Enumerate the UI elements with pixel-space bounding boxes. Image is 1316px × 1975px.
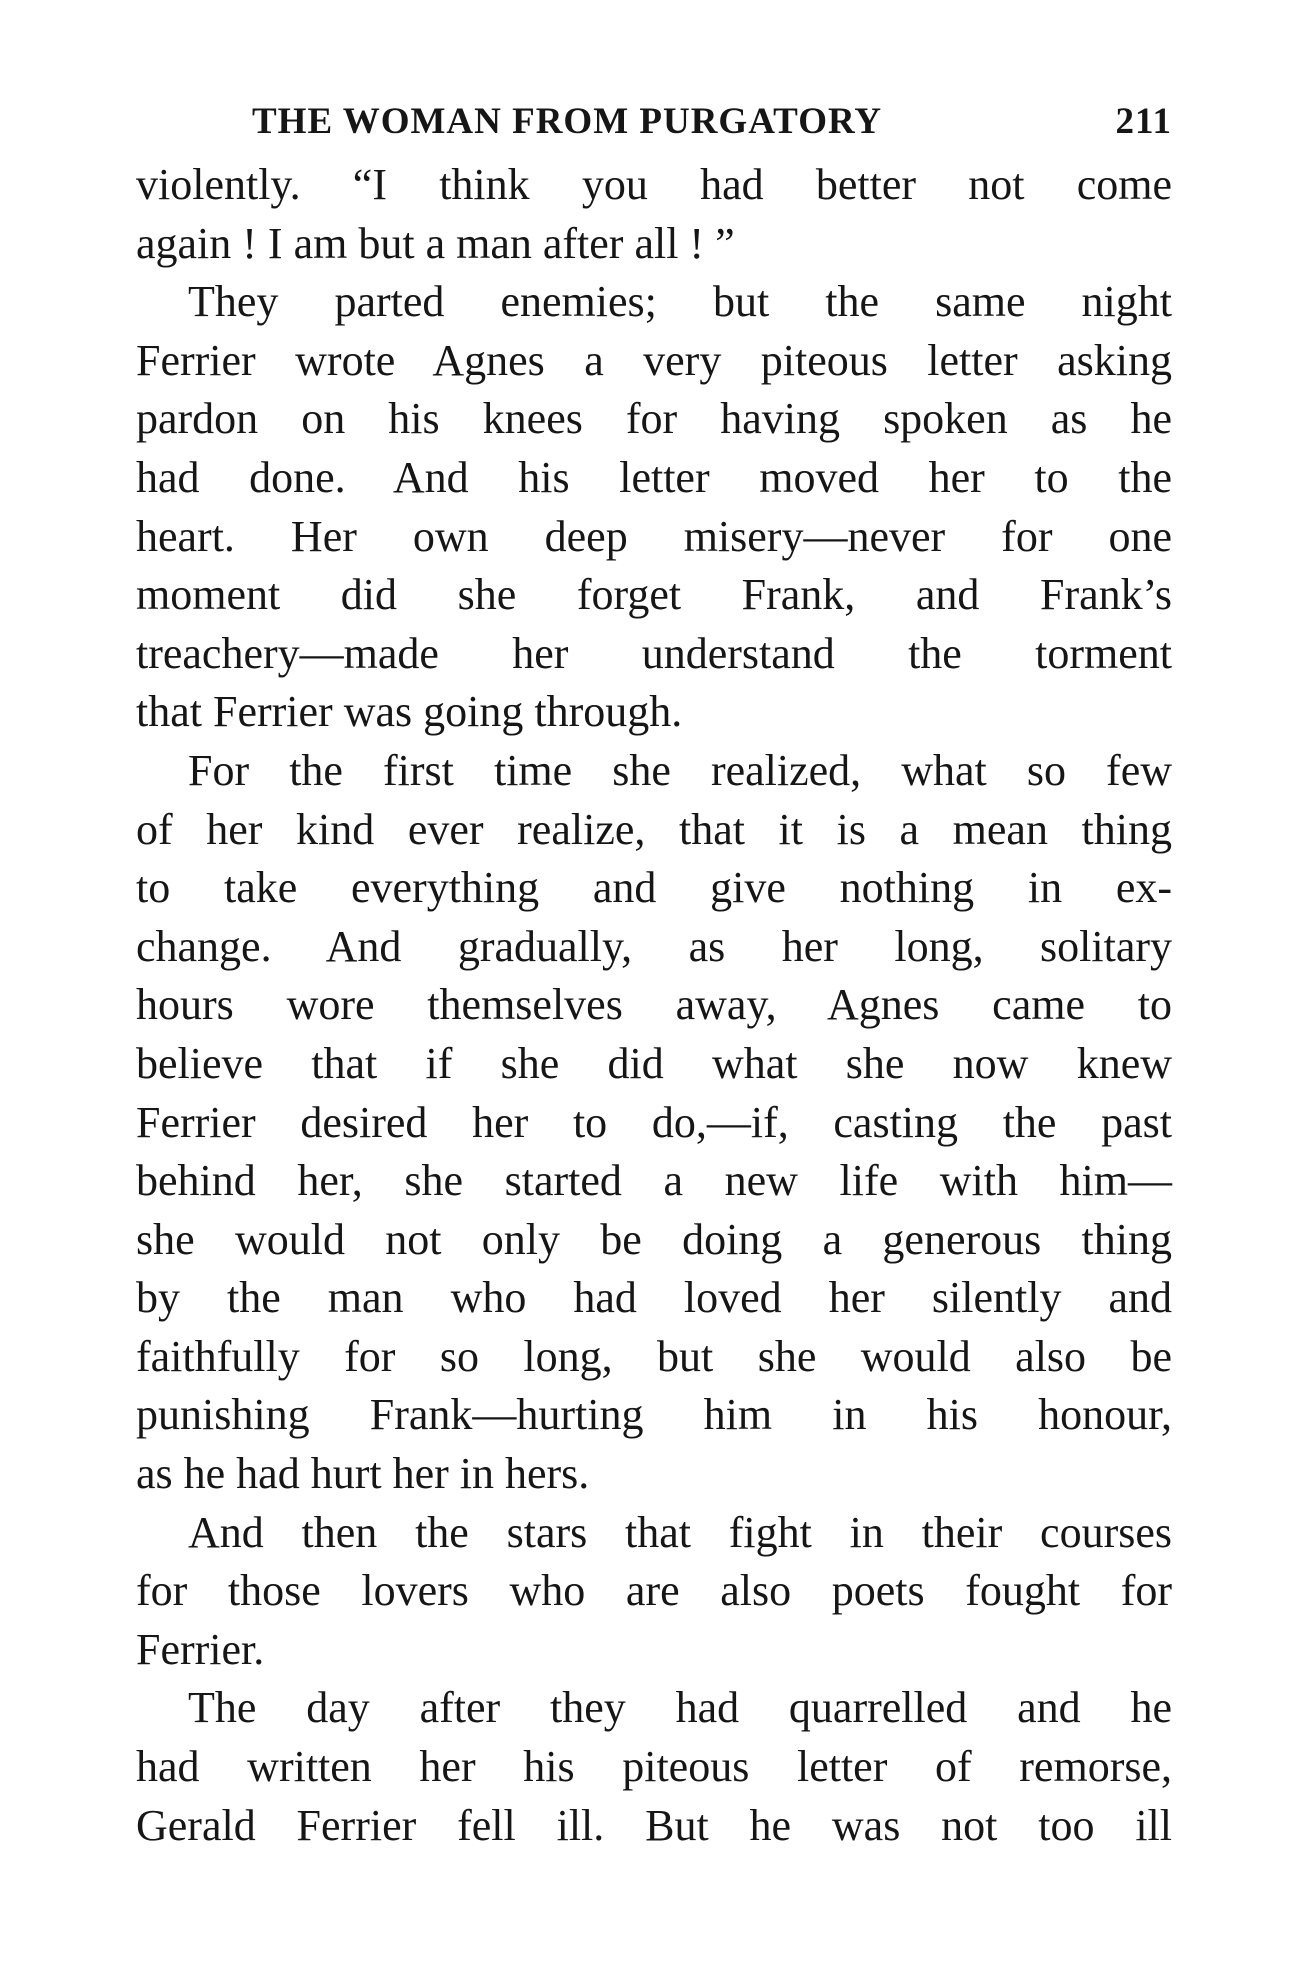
text-line: heart. Her own deep misery—never for one (136, 511, 1172, 561)
text-line: punishing Frank—hurting him in his honour, (136, 1390, 1172, 1440)
text-line: Ferrier wrote Agnes a very piteous letter asking (136, 335, 1172, 385)
text-line: of her kind ever realize, that it is a mean thing (136, 804, 1172, 854)
text-line: behind her, she started a new life with him— (136, 1156, 1172, 1206)
text-line: faithfully for so long, but she would also be (136, 1331, 1172, 1381)
text-line: by the man who had loved her silently and (136, 1273, 1172, 1323)
text-line: Ferrier desired her to do,—if, casting the past (136, 1097, 1172, 1147)
text-line: as he had hurt her in hers. (136, 1449, 590, 1499)
text-line: treachery—made her understand the torment (136, 628, 1172, 678)
text-line: Gerald Ferrier fell ill. But he was not too ill (136, 1800, 1172, 1850)
text-line: And then the stars that fight in their courses (188, 1507, 1172, 1557)
text-line: to take everything and give nothing in ex- (136, 863, 1172, 913)
running-title: THE WOMAN FROM PURGATORY (252, 101, 883, 142)
text-line: had done. And his letter moved her to the (136, 452, 1172, 502)
text-line: For the first time she realized, what so few (188, 745, 1172, 795)
text-line: believe that if she did what she now knew (136, 1038, 1172, 1088)
text-line: The day after they had quarrelled and he (188, 1683, 1172, 1733)
text-line: she would not only be doing a generous thing (136, 1214, 1172, 1264)
text-line: hours wore themselves away, Agnes came to (136, 980, 1172, 1030)
text-line: that Ferrier was going through. (136, 687, 683, 737)
text-line: pardon on his knees for having spoken as he (136, 394, 1172, 444)
text-line: for those lovers who are also poets fought for (136, 1566, 1172, 1616)
page-number: 211 (1115, 101, 1172, 142)
text-line: change. And gradually, as her long, solitary (136, 921, 1172, 971)
text-line: They parted enemies; but the same night (188, 277, 1172, 327)
text-line: had written her his piteous letter of remorse, (136, 1742, 1172, 1792)
text-line: moment did she forget Frank, and Frank’s (136, 570, 1172, 620)
book-page (136, 100, 1172, 1855)
body-text (136, 156, 1172, 1855)
text-line: again ! I am but a man after all ! ” (136, 218, 735, 268)
text-line: violently. “I think you had better not come (136, 160, 1172, 209)
text-line: Ferrier. (136, 1624, 265, 1674)
running-head (136, 100, 1172, 156)
